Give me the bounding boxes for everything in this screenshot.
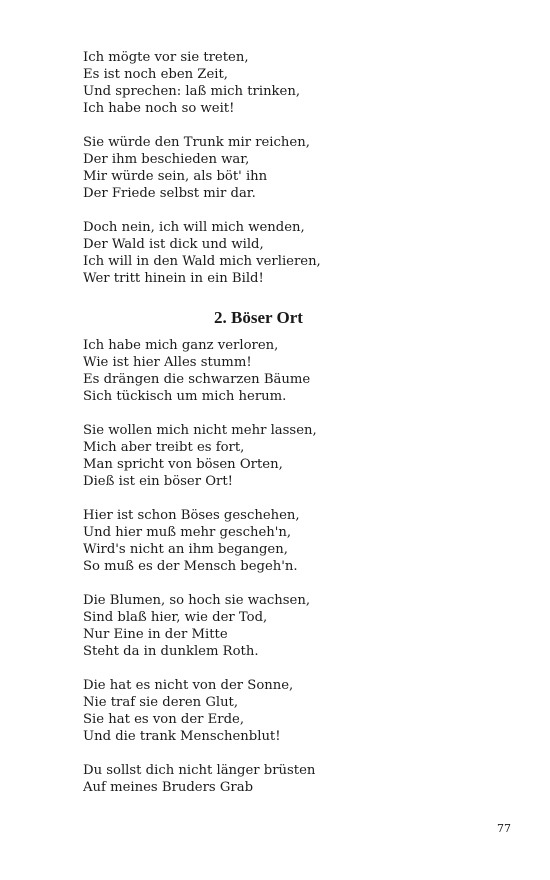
poem-line: Sie wollen mich nicht mehr lassen, <box>83 423 317 438</box>
stanza <box>83 49 483 117</box>
poem-line: Ich habe noch so weit! <box>83 101 235 116</box>
poem-line: Mich aber treibt es fort, <box>83 440 245 455</box>
poem-line: Du sollst dich nicht länger brüsten <box>83 763 316 778</box>
poem-line: Doch nein, ich will mich wenden, <box>83 220 305 235</box>
stanza <box>83 134 483 202</box>
stanza <box>83 337 483 405</box>
stanza <box>83 677 483 745</box>
poem-line: Sind blaß hier, wie der Tod, <box>83 610 268 625</box>
stanza <box>83 592 483 660</box>
poem-line: So muß es der Mensch begeh'n. <box>83 559 298 574</box>
poem-line: Ich will in den Wald mich verlieren, <box>83 254 321 269</box>
stanza <box>83 219 483 287</box>
poem-line: Nie traf sie deren Glut, <box>83 695 239 710</box>
poem-line: Und sprechen: laß mich trinken, <box>83 84 301 99</box>
poem-body <box>83 49 483 813</box>
poem-line: Der Wald ist dick und wild, <box>83 237 264 252</box>
poem-line: Es drängen die schwarzen Bäume <box>83 372 311 387</box>
poem-line: Nur Eine in der Mitte <box>83 627 228 642</box>
poem-line: Und hier muß mehr gescheh'n, <box>83 525 292 540</box>
page-number: 77 <box>497 822 511 835</box>
poem-line: Steht da in dunklem Roth. <box>83 644 259 659</box>
section-title: 2. Böser Ort <box>214 308 303 327</box>
stanza <box>83 422 483 490</box>
poem-line: Die Blumen, so hoch sie wachsen, <box>83 593 311 608</box>
poem-line: Dieß ist ein böser Ort! <box>83 474 233 489</box>
poem-line: Auf meines Bruders Grab <box>83 780 254 795</box>
poem-line: Der Friede selbst mir dar. <box>83 186 256 201</box>
poem-line: Man spricht von bösen Orten, <box>83 457 283 472</box>
poem-line: Es ist noch eben Zeit, <box>83 67 228 82</box>
poem-line: Sie hat es von der Erde, <box>83 712 245 727</box>
poem-line: Ich habe mich ganz verloren, <box>83 338 279 353</box>
poem-line: Wird's nicht an ihm begangen, <box>83 542 288 557</box>
poem-line: Sie würde den Trunk mir reichen, <box>83 135 310 150</box>
poem-line: Der ihm beschieden war, <box>83 152 250 167</box>
poem-line: Wer tritt hinein in ein Bild! <box>83 271 264 286</box>
poem-line: Mir würde sein, als böt' ihn <box>83 169 268 184</box>
stanza <box>83 507 483 575</box>
poem-line: Und die trank Menschenblut! <box>83 729 281 744</box>
poem-line: Hier ist schon Böses geschehen, <box>83 508 300 523</box>
poem-line: Ich mögte vor sie treten, <box>83 50 249 65</box>
poem-line: Wie ist hier Alles stumm! <box>83 355 252 370</box>
poem-line: Sich tückisch um mich herum. <box>83 389 287 404</box>
poem-line: Die hat es nicht von der Sonne, <box>83 678 294 693</box>
stanza <box>83 762 483 796</box>
